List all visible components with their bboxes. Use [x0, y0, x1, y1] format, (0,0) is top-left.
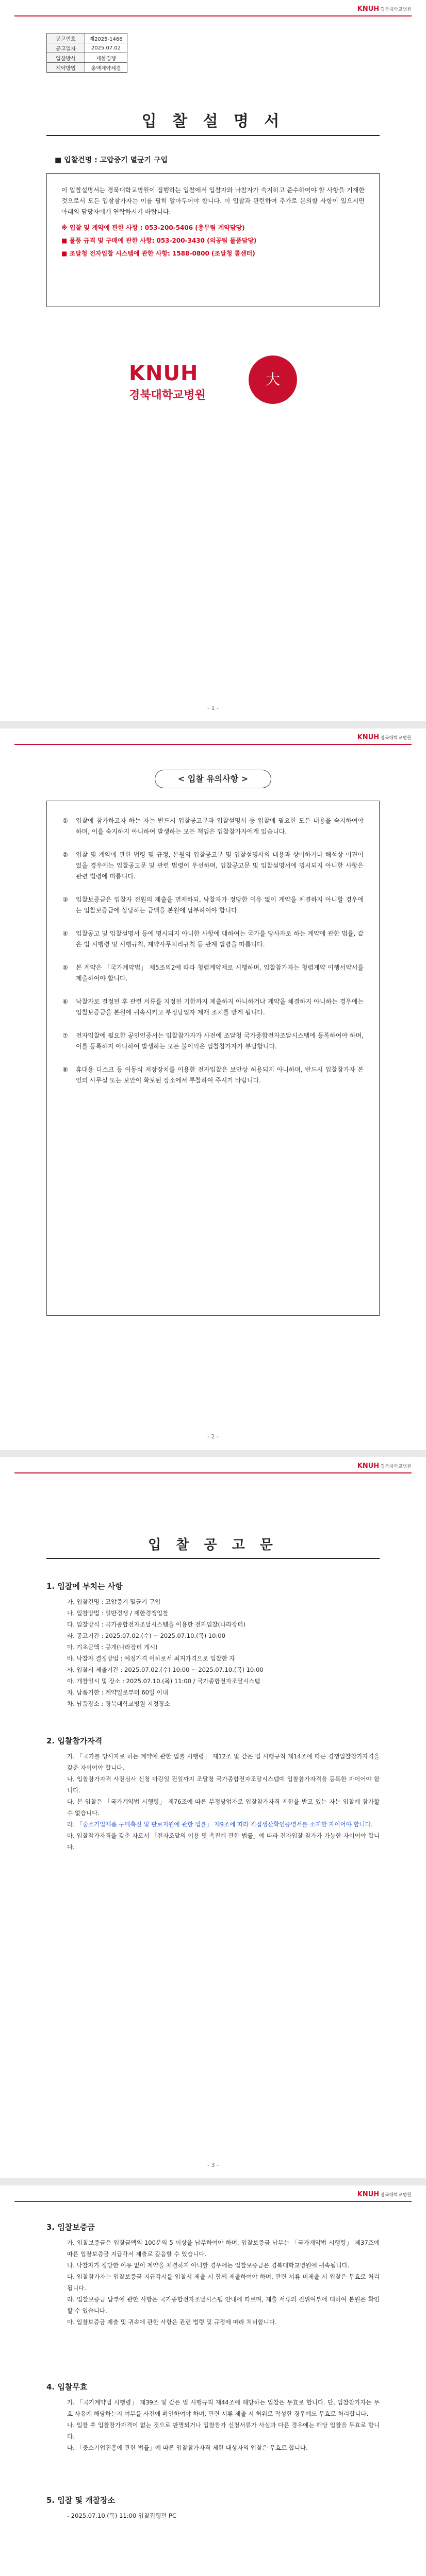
logo-emblem-icon: 大 — [249, 355, 297, 404]
brand-logo: KNUH 경북대학교병원 — [357, 5, 412, 13]
page-gap — [0, 721, 426, 728]
caution-box — [46, 801, 380, 1316]
list-item: 다. 입찰참가자는 입찰보증금 지급각서를 입찰서 제출 시 함께 제출하여야 하며, 관련 서류 미제출 시 입찰은 무효로 처리됩니다. — [67, 2273, 380, 2292]
list-item: 다. 본 입찰은 「국가계약법 시행령」 제76조에 따른 부정당업자로 입찰참가자격 제한을 받고 있는 자는 입찰에 참가할 수 없습니다. — [67, 1798, 380, 1817]
list-item: 마. 기초금액 : 공개(나라장터 게시) — [67, 1643, 158, 1651]
list-item: 라. 공고기간 : 2025.07.02.(수) ~ 2025.07.10.(목) 10:00 — [67, 1632, 225, 1639]
notice-paragraph: 이 입찰설명서는 경북대학교병원이 집행하는 입찰에서 입찰자와 낙찰자가 숙지하고 준수하여야 할 사항을 기재한 것으로서 모든 입찰참가자는 이를 필히 알아두어야 합니다. 이 입찰과 관련하여 추가로 문의할 사항이 있으시면 아래의 담당자에게 연락하시기 바랍니다. — [61, 187, 365, 215]
section-heading: 1. 입찰에 부치는 사항 — [46, 1582, 123, 1591]
page-number: - 3 - — [207, 2162, 219, 2168]
section-heading: 3. 입찰보증금 — [46, 2223, 95, 2232]
list-item: 바. 낙찰자 결정방법 : 예정가격 이하로서 최저가격으로 입찰한 자 — [67, 1655, 235, 1662]
header-rule — [14, 1472, 412, 1473]
list-item: 나. 낙찰자가 정당한 이유 없이 계약을 체결하지 아니할 경우에는 입찰보증금은 경북대학교병원에 귀속됩니다. — [67, 2262, 350, 2269]
contact-system: ■ 조달청 전자입찰 시스템에 관한 사항: 1588-0800 (조달청 콜센터) — [61, 250, 255, 257]
doc-info-table — [46, 33, 127, 73]
caution-item: ⑤ 본 계약은 「국가계약법」 제5조의2에 따라 청렴계약제로 시행하며, 입찰참가자는 청렴계약 이행서약서를 제출하여야 합니다. — [62, 964, 364, 982]
page-gap — [0, 1450, 426, 1457]
caution-item: ⑥ 낙찰자로 결정된 후 관련 서류를 지정된 기한까지 제출하지 아니하거나 계약을 체결하지 아니하는 경우에는 입찰보증금을 본원에 귀속시키고 부정당업자 제재 조치를 받게 됩니다. — [62, 998, 364, 1016]
caution-title: < 입찰 유의사항 > — [155, 770, 271, 788]
caution-item: ① 입찰에 참가하고자 하는 자는 반드시 입찰공고문과 입찰설명서 등 입찰에 필요한 모든 내용을 숙지하여야 하며, 이를 숙지하지 아니하여 발생하는 모든 책임은 입찰참가자에게 있습니다. — [62, 817, 364, 835]
table-row: 공고번호 제2025-1466 — [47, 33, 127, 43]
contact-contract: ※ 입찰 및 계약에 관한 사항 : 053-200-5406 (총무팀 계약담당) — [61, 224, 245, 231]
table-row: 공고일자 2025.07.02 — [47, 43, 127, 53]
section-heading: 4. 입찰무효 — [46, 2382, 88, 2392]
list-item: 차. 납품장소 : 경북대학교병원 지정장소 — [67, 1700, 170, 1707]
section-items — [55, 1751, 380, 1853]
section-items — [55, 2237, 380, 2328]
list-item: 나. 입찰참가자격 사전심사 신청 마감일 전일까지 조달청 국가종합전자조달시스템에 입찰참가자격을 등록한 자이어야 합니다. — [67, 1775, 380, 1794]
section-items — [55, 2510, 380, 2521]
caution-item: ② 입찰 및 계약에 관한 법령 및 규정, 본원의 입찰공고문 및 입찰설명서의 내용과 상이하거나 해석상 이견이 있을 경우에는 입찰공고문 및 관련 법령이 우선하며, 입찰공고문 및 입찰설명서에 명시되지 아니한 사항은 관련 법령에 따릅니다. — [62, 851, 364, 880]
list-item: 가. 「국가를 당사자로 하는 계약에 관한 법률 시행령」 제12조 및 같은 법 시행규칙 제14조에 따른 경쟁입찰참가자격을 갖춘 자이어야 합니다. — [67, 1753, 380, 1771]
brand-logo: KNUH 경북대학교병원 — [357, 1462, 412, 1470]
page-number: - 2 - — [207, 1433, 219, 1440]
announcement-title: 입 찰 공 고 문 — [148, 1537, 278, 1553]
caution-item: ⑦ 전자입찰에 필요한 공인인증서는 입찰참가자가 사전에 조달청 국가종합전자조달시스템에 등록하여야 하며, 이를 등록하지 아니하여 발생하는 모든 불이익은 입찰참가자가 부담합니다. — [62, 1032, 364, 1050]
table-row: 입찰방식 제한경쟁 — [47, 53, 127, 63]
section-heading: 2. 입찰참가자격 — [46, 1736, 103, 1745]
brand-logo: KNUH 경북대학교병원 — [357, 734, 412, 741]
list-item: 가. 「국가계약법 시행령」 제39조 및 같은 법 시행규칙 제44조에 해당하는 입찰은 무효로 합니다. 단, 입찰참가자는 무효 사유에 해당하는지 여부를 사전에 확인하여야 하며, 관련 서류 제출 시 허위로 작성한 경우에도 무효로 처리합니다. — [67, 2399, 380, 2417]
list-item: 나. 입찰방법 : 일반경쟁 / 제한경쟁입찰 — [67, 1609, 169, 1617]
page-3 — [0, 1457, 426, 2178]
page-2 — [0, 728, 426, 1450]
list-item: 다. 「중소기업진흥에 관한 법률」에 따른 입찰참가자격 제한 대상자의 입찰은 무효로 합니다. — [67, 2444, 308, 2451]
page-1 — [0, 0, 426, 721]
list-item: 가. 입찰보증금은 입찰금액의 100분의 5 이상을 납부하여야 하며, 입찰보증금 납부는 「국가계약법 시행령」 제37조에 따른 입찰보증금 지급각서 제출로 갈음할 수 있습니다. — [67, 2239, 380, 2258]
list-item: 자. 납품기한 : 계약일로부터 60일 이내 — [67, 1689, 168, 1696]
caution-item: ④ 입찰공고 및 입찰설명서 등에 명시되지 아니한 사항에 대하여는 국가를 당사자로 하는 계약에 관한 법률, 같은 법 시행령 및 시행규칙, 계약사무처리규칙 등 관계 법령을 따릅니다. — [62, 930, 364, 948]
table-row: 계약방법 총액계약체결 — [47, 63, 127, 73]
header-rule — [14, 2201, 412, 2202]
page-number: - 1 - — [207, 705, 219, 711]
list-item: 사. 입찰서 제출기간 : 2025.07.02.(수) 10:00 ~ 2025.07.10.(목) 10:00 — [67, 1666, 264, 1673]
list-item: 라. 「중소기업제품 구매촉진 및 판로지원에 관한 법률」 제9조에 따라 직접생산확인증명서를 소지한 자이어야 합니다. — [67, 1821, 373, 1828]
list-item: 나. 입찰 후 입찰참가자격이 없는 것으로 판명되거나 입찰참가 신청서류가 사실과 다른 경우에는 해당 입찰을 무효로 합니다. — [67, 2421, 380, 2440]
list-item: 마. 입찰참가자격을 갖춘 자로서 「전자조달의 이용 및 촉진에 관한 법률」에 따라 전자입찰 참가가 가능한 자이어야 합니다. — [67, 1832, 380, 1851]
brand-logo: KNUH 경북대학교병원 — [357, 2191, 412, 2198]
section-heading: 5. 입찰 및 개찰장소 — [46, 2496, 116, 2505]
list-item: 라. 입찰보증금 납부에 관한 사항은 국가종합전자조달시스템 안내에 따르며, 제출 서류의 진위여부에 대하여 본원은 확인할 수 있습니다. — [67, 2296, 380, 2314]
subject-label: ■ 입찰건명 : 고압증기 멸균기 구입 — [55, 156, 168, 164]
caution-item: ③ 입찰보증금은 입찰자 전원의 제출을 면제하되, 낙찰자가 정당한 이유 없이 계약을 체결하지 아니할 경우에는 입찰보증금에 상당하는 금액을 본원에 납부하여야 합니다. — [62, 896, 364, 914]
section-items — [55, 2397, 380, 2453]
list-item: - 2025.07.10.(목) 11:00 입찰집행관 PC — [67, 2512, 177, 2519]
logo-korean: 경북대학교병원 — [129, 389, 206, 402]
header-rule — [14, 744, 412, 745]
list-item: 가. 입찰건명 : 고압증기 멸균기 구입 — [67, 1598, 161, 1605]
header-rule — [14, 15, 412, 16]
title-rule — [46, 135, 380, 136]
list-item: 마. 입찰보증금 제출 및 귀속에 관한 사항은 관련 법령 및 규정에 따라 처리합니다. — [67, 2318, 277, 2326]
logo-english: KNUH — [129, 362, 199, 385]
caution-item: ⑧ 휴대용 디스크 등 이동식 저장장치를 이용한 전자입찰은 보안상 허용되지 아니하며, 반드시 입찰참가자 본인의 사무실 또는 보안이 확보된 장소에서 투찰하여 주시기 바랍니다. — [62, 1066, 364, 1084]
contact-spec: ■ 물품 규격 및 구매에 관한 사항: 053-200-3430 (의공팀 물품담당) — [61, 237, 257, 244]
list-item: 아. 개찰일시 및 장소 : 2025.07.10.(목) 11:00 / 국가종합전자조달시스템 — [67, 1677, 260, 1685]
hospital-logo — [129, 350, 297, 407]
document-title: 입 찰 설 명 서 — [141, 112, 285, 130]
section-items — [55, 1596, 380, 1709]
list-item: 다. 입찰방식 : 국가종합전자조달시스템을 이용한 전자입찰(나라장터) — [67, 1621, 245, 1628]
page-4 — [0, 2185, 426, 2576]
notice-box — [46, 173, 380, 307]
page-gap — [0, 2178, 426, 2185]
title-rule — [46, 1558, 380, 1559]
